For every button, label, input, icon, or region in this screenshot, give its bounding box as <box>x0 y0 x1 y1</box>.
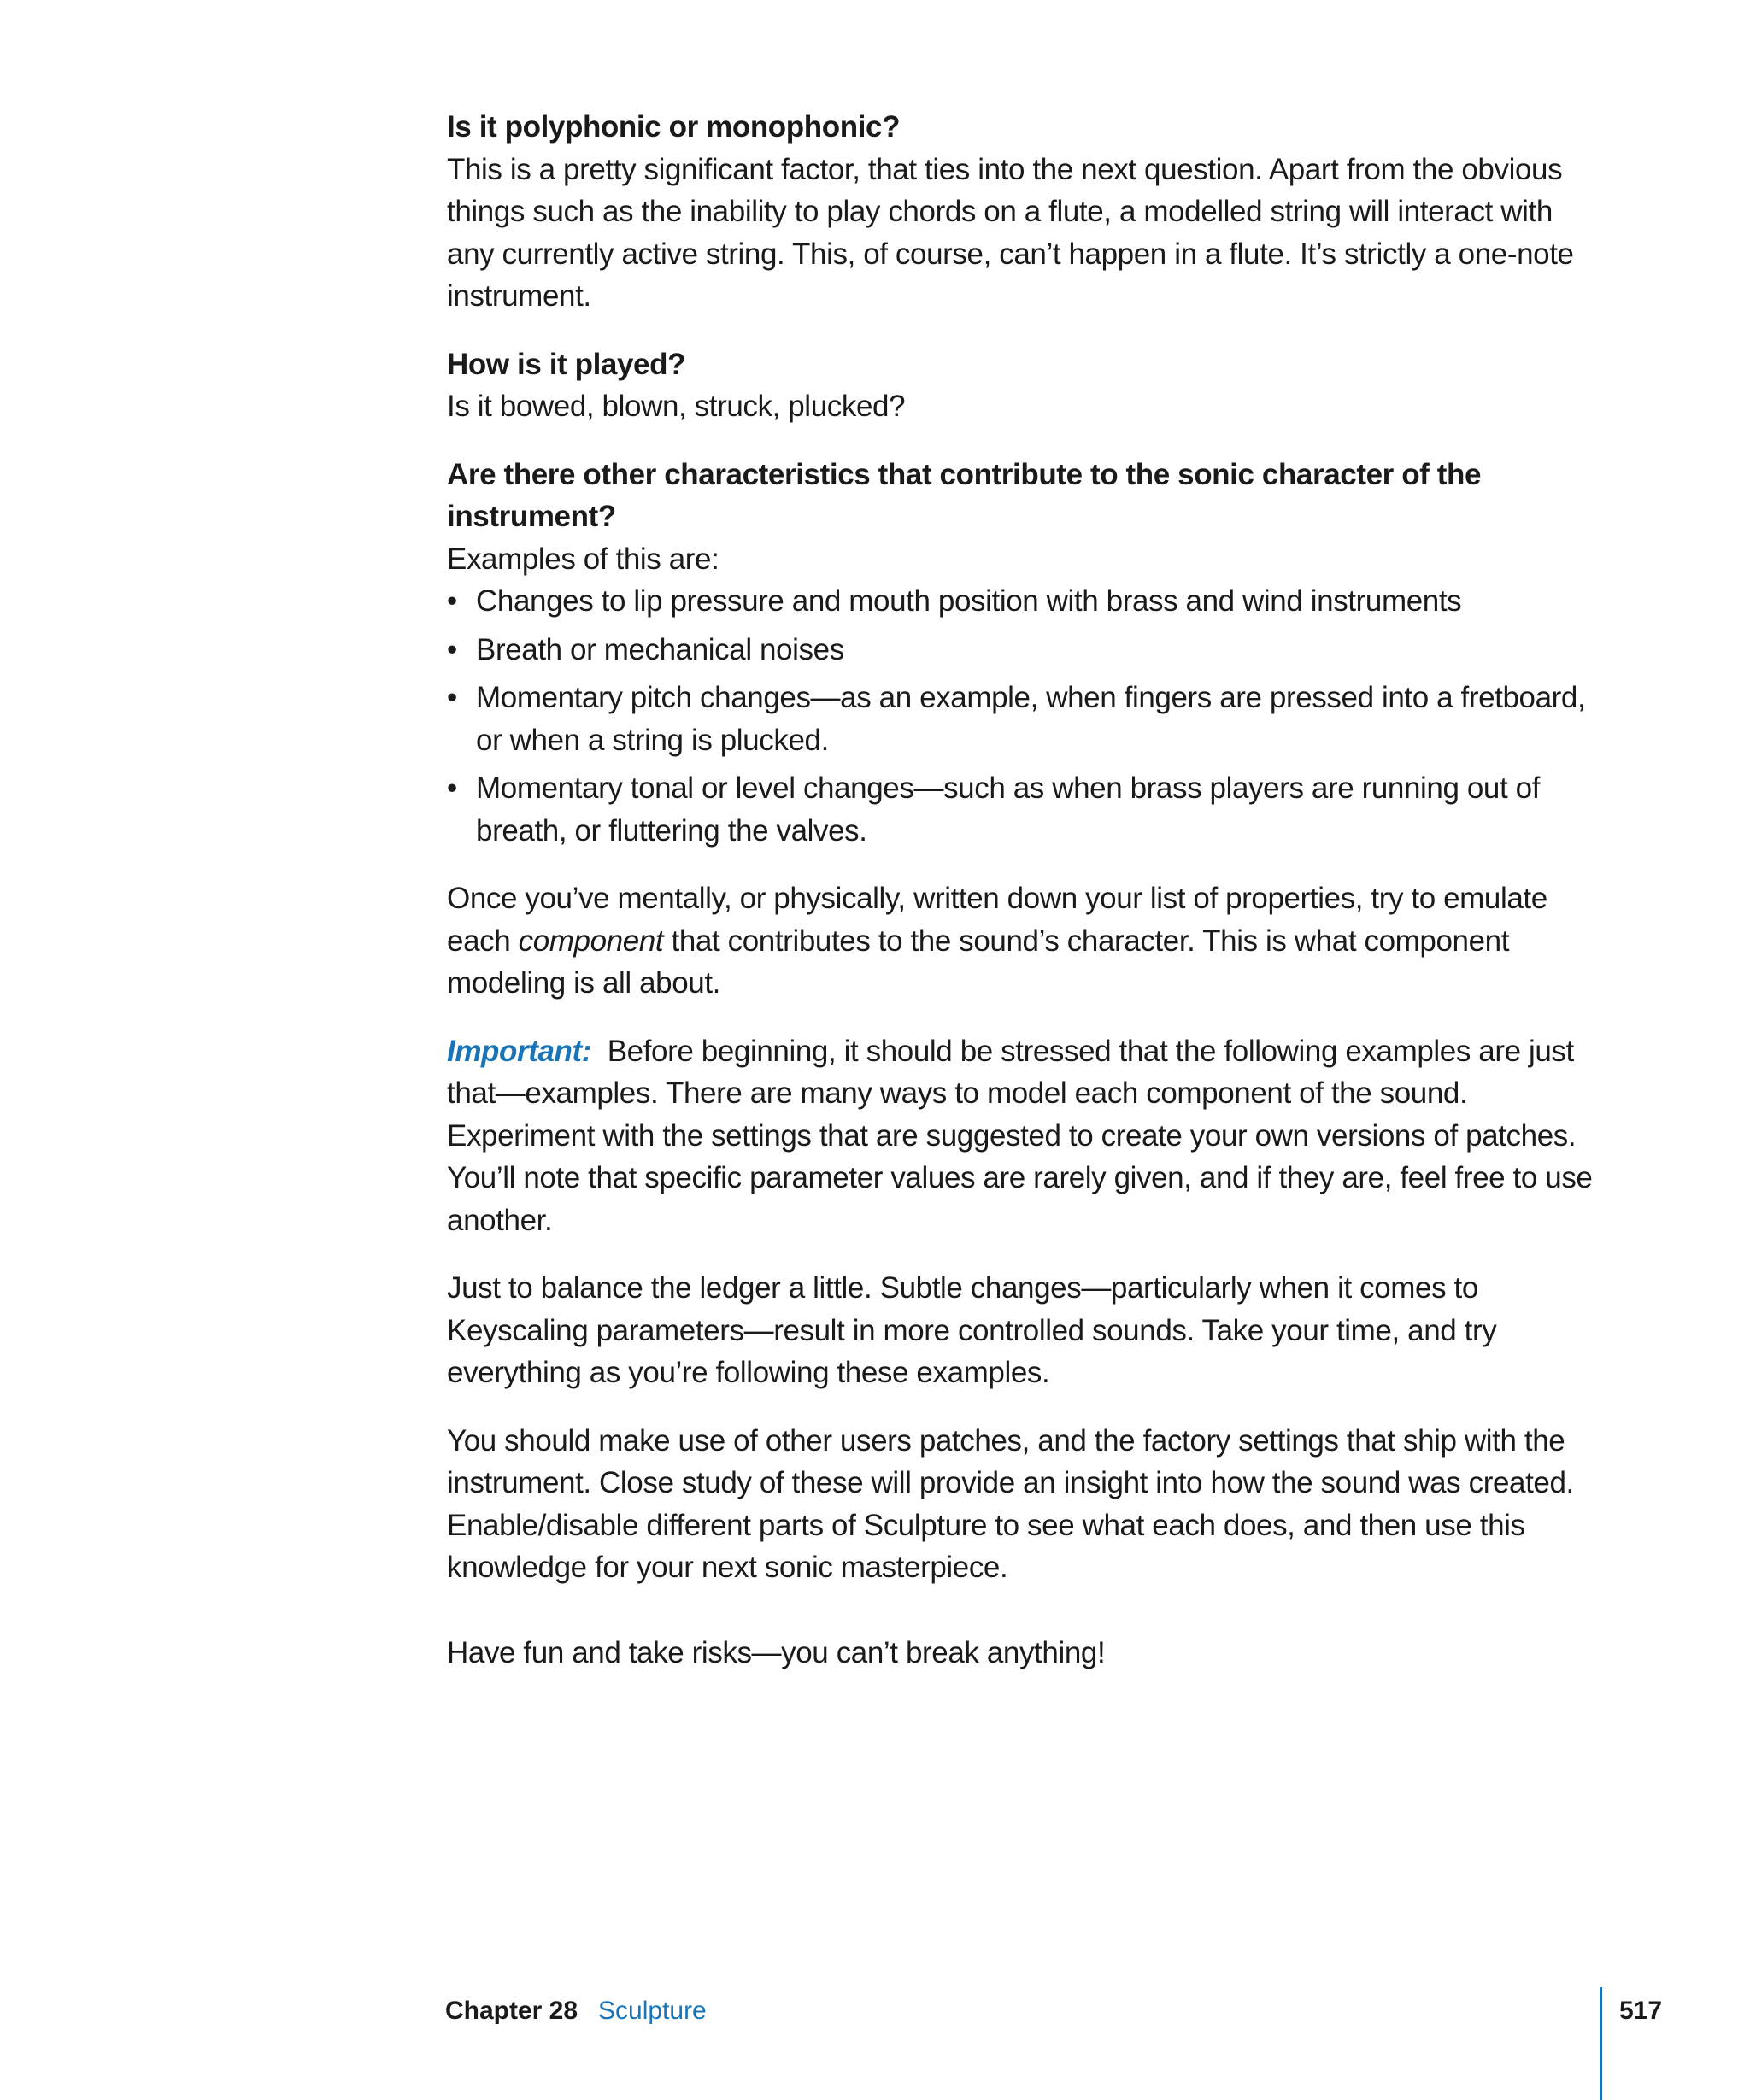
section-body: Is it bowed, blown, struck, plucked? <box>447 390 906 423</box>
list-item-text: Breath or mechanical noises <box>476 632 844 666</box>
footer-section-link[interactable]: Sculpture <box>598 1997 707 2025</box>
section-heading: Are there other characteristics that contribute to the sonic character of the instrument? <box>447 457 1482 533</box>
important-label: Important: <box>447 1034 592 1068</box>
spacer <box>447 1615 1602 1632</box>
section-heading: How is it played? <box>447 347 686 381</box>
paragraph-text: Once you’ve mentally, or physically, written down your list of properties, try to emulate each <box>447 882 1547 958</box>
list-item <box>447 629 1602 672</box>
paragraph-fun: Have fun and take risks—you can’t break anything! <box>447 1635 1106 1669</box>
section-played <box>447 343 1602 428</box>
list-item-text: Changes to lip pressure and mouth position with brass and wind instruments <box>476 584 1462 618</box>
page-number: 517 <box>1619 1997 1663 2025</box>
list-item-text: Momentary tonal or level changes—such as when brass players are running out of breath, or fluttering the valves. <box>476 771 1541 848</box>
paragraph-text: Before beginning, it should be stressed that the following examples are just that—examples. There are many ways to model each component of the sound. Experiment with the settings that are suggested to create your own versions of patches. You’ll note that specific parameter values are rarely given, and if they are, feel free to use another. <box>447 1034 1593 1237</box>
list-item-text: Momentary pitch changes—as an example, when fingers are pressed into a fretboard, or when a string is plucked. <box>476 681 1586 757</box>
paragraph-important <box>447 1030 1602 1242</box>
page-body <box>447 106 1602 1699</box>
bullet-list <box>447 580 1602 852</box>
bullet-icon: • <box>447 584 457 618</box>
section-characteristics <box>447 454 1602 853</box>
bullet-icon: • <box>447 632 457 666</box>
bullet-icon: • <box>447 771 457 805</box>
section-intro: Examples of this are: <box>447 542 719 576</box>
section-heading: Is it polyphonic or monophonic? <box>447 110 901 144</box>
paragraph-component <box>447 877 1602 1005</box>
section-polyphonic <box>447 106 1602 318</box>
footer-chapter: Chapter 28 <box>445 1997 578 2025</box>
paragraph-users: You should make use of other users patches, and the factory settings that ship with the instrument. Close study of these will provide an insight into how the sound was created. Enable/disable different parts of Sculpture to see what each does, and then use this knowledge for your next sonic masterpiece. <box>447 1423 1574 1584</box>
paragraph-balance: Just to balance the ledger a little. Subtle changes—particularly when it comes to Keyscaling parameters—result in more controlled sounds. Take your time, and try everything as you’re following these examples. <box>447 1271 1497 1389</box>
section-body: This is a pretty significant factor, that ties into the next question. Apart from the obvious things such as the inability to play chords on a flute, a modelled string will interact with any currently active string. This, of course, can’t happen in a flute. It’s strictly a one-note instrument. <box>447 152 1574 313</box>
emphasis-text: component <box>518 924 664 958</box>
footer-divider <box>1600 1987 1602 2100</box>
list-item <box>447 677 1602 761</box>
paragraph-text: that contributes to the sound’s character. This is what component modeling is all about. <box>447 924 1510 1000</box>
list-item <box>447 767 1602 852</box>
bullet-icon: • <box>447 681 457 714</box>
list-item <box>447 580 1602 623</box>
